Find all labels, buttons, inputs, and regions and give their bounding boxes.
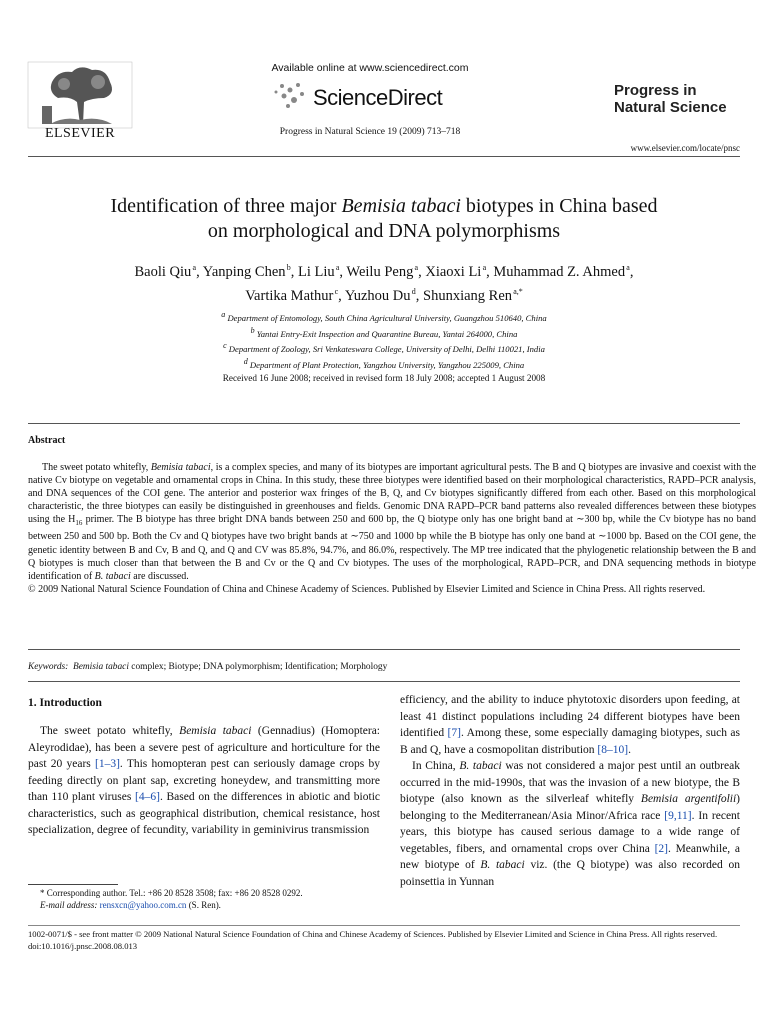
affil-text: Department of Plant Protection, Yangzhou University, Yangzhou 225009, China — [249, 359, 525, 370]
title-line2: on morphological and DNA polymorphisms — [207, 220, 561, 242]
intro-paragraph — [400, 758, 740, 890]
affiliation — [120, 340, 648, 356]
copyright: © 2009 National Natural Science Foundation of China and Chinese Academy of Sciences. Published by Elsevier Limited and Science in China Press. All rights reserved. — [28, 583, 706, 595]
author[interactable]: Yanping Chen — [202, 263, 286, 280]
journal-title-line2: Natural Science — [614, 99, 727, 116]
journal-title-line1: Progress in — [614, 82, 697, 99]
species: Bemisia argentifolii — [640, 793, 737, 805]
author-affil-mark: b — [286, 263, 291, 272]
author-affil-mark: a,* — [513, 286, 523, 296]
intro-paragraph — [28, 723, 380, 839]
text: . Meanwhile, a new biotype of — [400, 842, 740, 871]
affil-mark: d — [243, 356, 248, 366]
abs-species: Bemisia tabaci — [150, 462, 211, 473]
right-column — [400, 692, 740, 890]
author-list — [40, 258, 728, 306]
title-part: Identification of three major — [110, 195, 342, 217]
journal-logo-title — [614, 82, 727, 116]
affil-text: Department of Entomology, South China Agricultural University, Guangzhou 510640, China — [227, 312, 547, 323]
abs-text: The sweet potato whitefly, — [42, 462, 151, 473]
keyword-species: Bemisia tabaci — [72, 662, 129, 672]
received-dates: Received 16 June 2008; received in revised form 18 July 2008; accepted 1 August 2008 — [222, 373, 546, 383]
header-divider — [28, 156, 740, 157]
author-affil-mark: a — [414, 263, 419, 272]
text: efficiency, and the ability to induce phytotoxic disorders upon feeding, at least 41 distinct populations including 24 different biotypes have been identified — [400, 694, 740, 739]
text: ) belonging to the Mediterranean/Asia Minor/Africa race — [400, 793, 740, 822]
affiliation — [120, 309, 648, 325]
authors-line-1: Baoli Qiu $^a$, Yanping Chen $^b$, Li Liu $^a$, Weilu Peng $^a$, Xiaoxi Li $^a$, Muhammad Z. Ahmed $^a$, — [134, 263, 634, 280]
abs-text: primer. The B biotype has three bright DNA bands between 250 and 600 bp, the Q biotype only has one bright band at ∼300 bp, while the Cv biotype has no band between 250 and 500 bp. Both the Cv and Q biotypes have two bright bands at ∼750 and 1000 bp while the B biotype has only one band at ∼1000 bp. Based on the COI gene, the genetic identity between B and Cv, B and Q, and Q and CV was 85.8%, 94.7%, and 86.0%, respectively. The MP tree indicated that the phylogenetic relationship between the B and Q biotypes is much closer than that between the B and Cv or the Q and Cv biotypes. The uses of the morphological, RAPD–PCR, and DNA sequencing methods in biotype identification of — [28, 514, 757, 582]
citation-link[interactable]: [1–3] — [95, 758, 120, 770]
affil-mark: a — [221, 310, 226, 319]
text: . This homopteran pest can seriously damage crops by feeding directly on plant sap, excreting honeydew, and transmitting more than 110 plant viruses — [28, 758, 381, 803]
abstract-bottom-rule — [28, 649, 740, 650]
abstract-paragraph — [28, 461, 756, 583]
author-affil-mark: c — [334, 286, 339, 296]
text: . — [628, 743, 631, 756]
footnote-contact: * Corresponding author. Tel.: +86 20 8528 3508; fax: +86 20 8528 0292. — [40, 888, 303, 898]
keywords — [28, 662, 387, 672]
email-link[interactable]: rensxcn@yahoo.com.cn — [99, 900, 187, 910]
author[interactable]: Weilu Peng — [346, 263, 414, 280]
abs-text: are discussed. — [130, 570, 189, 582]
abs-text: , is a complex species, and many of its biotypes are important agricultural pests. The B and Q biotypes are invasive and coexist with the native Cv biotype on vegetable and ornamental crops in China. In this study, these three biotypes were identified based on their morphological characteristics, RAPD–PCR analysis, and DNA sequences of the COI gene. The anterior and posterior wax fringes of the B, Q, and Cv biotypes significantly differed from each other. Based on this morphological characteristic, the three biotypes can easily be distinguished in greenhouses and fields. Genomic DNA RAPD–PCR band patterns also revealed differences between these biotypes using the H — [28, 462, 757, 526]
author[interactable]: Yuzhou Du — [344, 287, 411, 304]
sciencedirect-logo-text[interactable]: ScienceDirect — [313, 85, 443, 110]
author[interactable]: Muhammad Z. Ahmed — [493, 263, 626, 280]
abstract-body — [28, 461, 756, 596]
publisher-name: ELSEVIER — [44, 126, 116, 141]
abstract-heading: Abstract — [28, 435, 66, 446]
footnote-email-line — [40, 899, 380, 911]
abs-species: B. tabaci — [94, 570, 131, 582]
text: viz. (the Q biotype) was also recorded on poinsettia in Yunnan — [400, 859, 740, 888]
article-title — [40, 194, 728, 244]
left-column — [28, 723, 380, 839]
species: Bemisia tabaci — [179, 725, 252, 737]
species: B. tabaci — [480, 859, 525, 871]
affiliations — [120, 309, 648, 372]
author[interactable]: Baoli Qiu — [134, 263, 192, 280]
author-affil-mark: a — [192, 263, 197, 272]
affil-mark: c — [223, 341, 227, 351]
text: In China, — [412, 760, 460, 772]
authors-line-2: Vartika Mathur $^c$, Yuzhou Du $^d$, Shunxiang Ren $^{a,*}$ — [245, 286, 523, 304]
email-label: E-mail address: — [40, 900, 98, 910]
journal-url[interactable]: www.elsevier.com/locate/pnsc — [630, 143, 740, 153]
keywords-list: complex; Biotype; DNA polymorphism; Identification; Morphology — [128, 662, 388, 672]
author[interactable]: Vartika Mathur — [245, 287, 334, 304]
corresponding-author-footnote — [40, 887, 380, 911]
journal-reference: Progress in Natural Science 19 (2009) 713–718 — [279, 127, 461, 137]
footer-rule — [28, 925, 740, 926]
title-species: Bemisia tabaci — [341, 195, 461, 217]
text: The sweet potato whitefly, — [40, 725, 180, 737]
species: B. tabaci — [459, 760, 502, 772]
footnote-rule — [28, 884, 118, 885]
citation-link[interactable]: [9,11] — [664, 809, 692, 822]
affil-text: Department of Zoology, Sri Venkateswara College, University of Delhi, Delhi 110021, India — [228, 344, 545, 355]
issn-copyright: 1002-0071/$ - see front matter © 2009 National Natural Science Foundation of China and Chinese Academy of Sciences. Published by Elsevier Limited and Science in China Press. All rights reserved. — [28, 929, 718, 939]
affiliation — [120, 356, 648, 372]
author[interactable]: Shunxiang Ren — [423, 287, 513, 304]
section-heading-introduction: 1. Introduction — [28, 697, 102, 709]
author-affil-mark: a — [335, 263, 340, 272]
author-affil-mark: a — [626, 263, 630, 272]
text: was not considered a major pest until an outbreak occurred in the mid-1990s, that was the invasion of a new biotype, the B biotype (also known as the silverleaf whitefly — [400, 760, 740, 805]
citation-link[interactable]: [7] — [447, 727, 461, 739]
affiliation — [120, 325, 648, 341]
keywords-label: Keywords: — [28, 662, 69, 672]
text: . Based on the differences in abiotic and biotic characteristics, such as geographical distribution, chemical resistance, host specialization, degree of fecundity, variability in geminivirus transmission — [28, 791, 380, 836]
email-tail: (S. Ren). — [186, 900, 221, 910]
author[interactable]: Xiaoxi Li — [425, 263, 482, 280]
citation-link[interactable]: [2] — [654, 842, 668, 855]
text: (Gennadius) (Homoptera: Aleyrodidae), has been a severe pest of agriculture and horticulture for the past 20 years — [28, 725, 381, 770]
abstract-top-rule — [28, 423, 740, 424]
author-affil-mark: a — [482, 263, 487, 272]
author[interactable]: Li Liu — [297, 263, 335, 280]
citation-link[interactable]: [4–6] — [135, 791, 160, 803]
title-part: biotypes in China based — [460, 195, 658, 217]
keywords-rule — [28, 681, 740, 682]
affil-mark: b — [250, 325, 255, 335]
affil-text: Yantai Entry-Exit Inspection and Quarantine Bureau, Yantai 264000, China — [256, 328, 518, 339]
intro-paragraph — [400, 692, 740, 758]
author-affil-mark: d — [411, 286, 416, 296]
text: . Among these, some especially damaging biotypes, such as B and Q, have a cosmopolitan distribution — [400, 727, 740, 756]
citation-link[interactable]: [8–10] — [597, 743, 629, 756]
abs-subscript: 16 — [75, 519, 83, 528]
doi[interactable]: doi:10.1016/j.pnsc.2008.08.013 — [28, 940, 138, 951]
available-online-text: Available online at www.sciencedirect.com — [271, 62, 469, 74]
footer-issn — [28, 929, 756, 952]
text: . In recent years, this biotype has caused serious damage to a wide range of vegetables, fibers, and ornamental crops over China — [400, 809, 740, 855]
